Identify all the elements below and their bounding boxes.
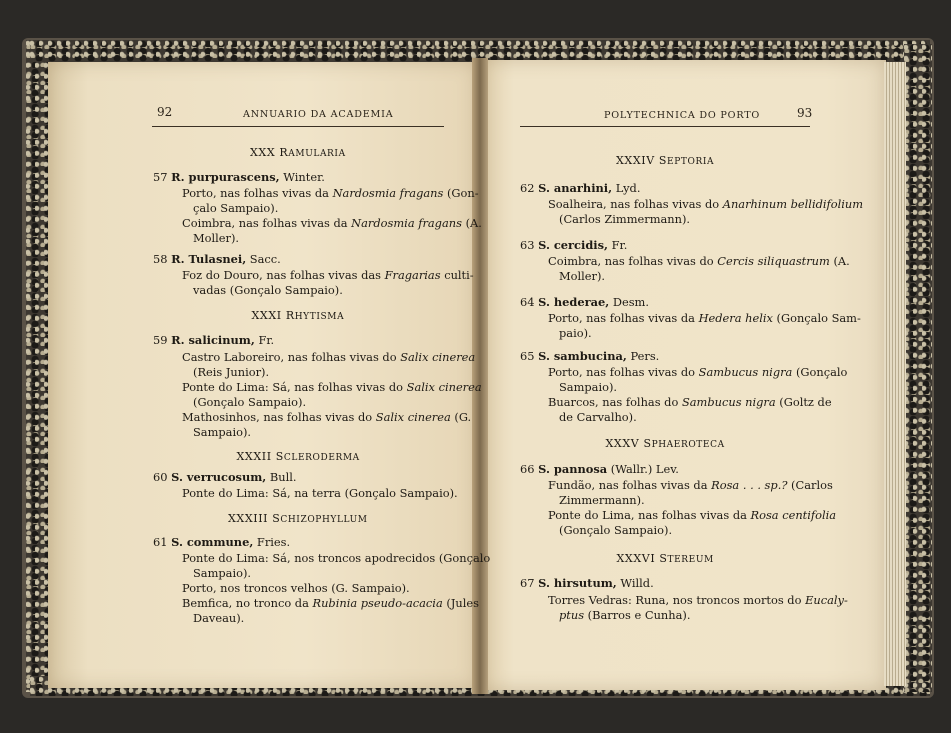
species-entry: 65 S. sambucina, Pers. bbox=[520, 349, 660, 363]
locality-line: Porto, nas folhas vivas da Nardosmia fragans (Gon- bbox=[182, 186, 479, 200]
locality-line: Soalheira, nas folhas vivas do Anarhinum bellidifolium bbox=[548, 197, 864, 211]
continuation-line: Zimmermann). bbox=[559, 493, 645, 507]
species-entry: 60 S. verrucosum, Bull. bbox=[153, 470, 297, 484]
locality-line: Ponte do Lima: Sá, nas folhas vivas do Salix cinerea bbox=[182, 380, 482, 394]
header-rule-right bbox=[520, 126, 810, 127]
section-heading: XXX RAMULARIA bbox=[250, 146, 346, 159]
locality-line: Buarcos, nas folhas do Sambucus nigra (Goltz de bbox=[548, 395, 832, 409]
section-heading: XXXVI STEREUM bbox=[616, 552, 714, 565]
continuation-line: Sampaio). bbox=[193, 425, 252, 439]
continuation-line: (Gonçalo Sampaio). bbox=[193, 395, 307, 409]
section-heading: XXXV SPHAEROTECA bbox=[605, 437, 725, 450]
locality-line: Coimbra, nas folhas vivas do Cercis siliquastrum (A. bbox=[548, 254, 850, 268]
species-entry: 57 R. purpurascens, Winter. bbox=[153, 170, 325, 184]
section-heading: XXXIII SCHIZOPHYLLUM bbox=[228, 512, 368, 525]
continuation-line: paio). bbox=[559, 326, 592, 340]
section-heading: XXXI RHYTISMA bbox=[251, 309, 345, 322]
locality-line: Porto, nos troncos velhos (G. Sampaio). bbox=[182, 581, 410, 595]
continuation-line: Sampaio). bbox=[559, 380, 618, 394]
section-heading: XXXII SCLERODERMA bbox=[236, 450, 360, 463]
continuation-line: Sampaio). bbox=[193, 566, 252, 580]
locality-line: Bemfica, no tronco da Rubinia pseudo-acacia (Jules bbox=[182, 596, 479, 610]
locality-line: Porto, nas folhas vivas do Sambucus nigra (Gonçalo bbox=[548, 365, 848, 379]
continuation-line: Daveau). bbox=[193, 611, 245, 625]
continuation-line: (Reis Junior). bbox=[193, 365, 270, 379]
page-number-right: 93 bbox=[797, 106, 813, 120]
locality-line: Coimbra, nas folhas vivas da Nardosmia fragans (A. bbox=[182, 216, 482, 230]
species-entry: 63 S. cercidis, Fr. bbox=[520, 238, 628, 252]
continuation-line: Moller). bbox=[193, 231, 240, 245]
locality-line: Foz do Douro, nas folhas vivas das Fragarias culti- bbox=[182, 268, 474, 282]
continuation-line: vadas (Gonçalo Sampaio). bbox=[193, 283, 343, 297]
page-number-left: 92 bbox=[157, 105, 173, 119]
section-heading: XXXIV SEPTORIA bbox=[616, 154, 715, 167]
locality-line: Ponte do Lima: Sá, nos troncos apodrecidos (Gonçalo bbox=[182, 551, 491, 565]
page-edges bbox=[884, 62, 906, 686]
running-head-left: ANNUARIO DA ACADEMIA bbox=[243, 109, 394, 120]
continuation-line: ptus (Barros e Cunha). bbox=[559, 608, 691, 622]
continuation-line: (Carlos Zimmermann). bbox=[559, 212, 691, 226]
species-entry: 64 S. hederae, Desm. bbox=[520, 295, 649, 309]
continuation-line: Moller). bbox=[559, 269, 606, 283]
running-head-right: POLYTECHNICA DO PORTO bbox=[604, 110, 761, 121]
continuation-line: (Gonçalo Sampaio). bbox=[559, 523, 673, 537]
locality-line: Fundão, nas folhas vivas da Rosa . . . sp.? (Carlos bbox=[548, 478, 833, 492]
header-rule-left bbox=[152, 126, 444, 127]
species-entry: 58 R. Tulasnei, Sacc. bbox=[153, 252, 281, 266]
locality-line: Mathosinhos, nas folhas vivas do Salix cinerea (G. bbox=[182, 410, 472, 424]
marbled-edge-right bbox=[904, 44, 932, 692]
locality-line: Ponte do Lima, nas folhas vivas da Rosa centifolia bbox=[548, 508, 837, 522]
species-entry: 67 S. hirsutum, Willd. bbox=[520, 576, 654, 590]
continuation-line: çalo Sampaio). bbox=[193, 201, 279, 215]
locality-line: Castro Laboreiro, nas folhas vivas do Salix cinerea bbox=[182, 350, 476, 364]
locality-line: Torres Vedras: Runa, nos troncos mortos do Eucaly- bbox=[548, 593, 848, 607]
locality-line: Porto, nas folhas vivas da Hedera helix (Gonçalo Sam- bbox=[548, 311, 861, 325]
species-entry: 62 S. anarhini, Lyd. bbox=[520, 181, 641, 195]
species-entry: 59 R. salicinum, Fr. bbox=[153, 333, 275, 347]
locality-line: Ponte do Lima: Sá, na terra (Gonçalo Sampaio). bbox=[182, 486, 458, 500]
continuation-line: de Carvalho). bbox=[559, 410, 637, 424]
marbled-edge-left bbox=[26, 40, 50, 692]
species-entry: 66 S. pannosa (Wallr.) Lev. bbox=[520, 462, 679, 476]
species-entry: 61 S. commune, Fries. bbox=[153, 535, 291, 549]
